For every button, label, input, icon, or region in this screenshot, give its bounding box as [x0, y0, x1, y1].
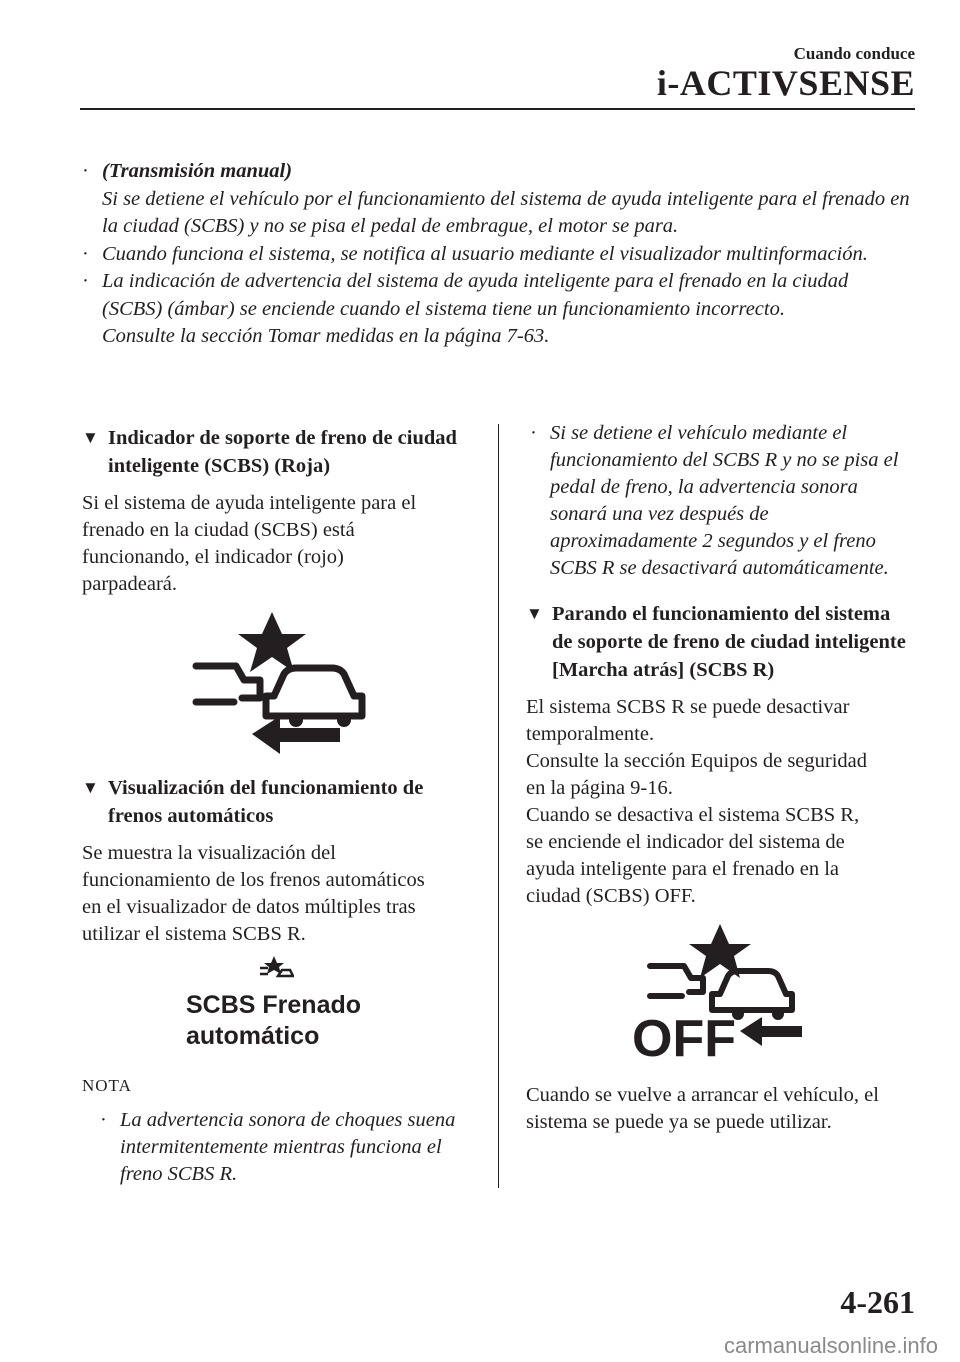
bullet-dot: · [530, 422, 537, 444]
item-title: (Transmisión manual) [102, 160, 293, 182]
triangle-down-icon: ▼ [526, 604, 543, 623]
text-line: frenado en la ciudad (SCBS) está [82, 519, 355, 541]
scbs-off-indicator-icon [628, 916, 808, 1066]
display-message [82, 990, 466, 1052]
top-bullet-list [82, 158, 912, 351]
text-line: Se muestra la visualización del [82, 842, 336, 864]
text-line: se enciende el indicador del sistema de [526, 831, 845, 853]
item-text: La indicación de advertencia del sistema de ayuda inteligente para el frenado en la ciudad (SCBS) (ámbar) se enciende cuando el sistema tiene un funcionamiento incorrecto. [102, 270, 849, 320]
text-line: ayuda inteligente para el frenado en la [526, 858, 840, 880]
item-text: Si se detiene el vehículo por el funcionamiento del sistema de ayuda inteligente para el frenado en la ciudad (SCBS) y no se pisa el pedal de embrague, el motor se para. [102, 187, 910, 237]
text-line: utilizar el sistema SCBS R. [82, 923, 306, 945]
paragraph [526, 694, 910, 910]
left-column [82, 420, 466, 1188]
bullet-dot: · [82, 270, 89, 292]
text-line: Cuando se desactiva el sistema SCBS R, [526, 804, 860, 826]
section-heading [82, 424, 466, 480]
paragraph [82, 840, 466, 948]
text-line: Cuando se vuelve a arrancar el vehículo, el [526, 1084, 879, 1106]
page-number: 4-261 [840, 1284, 915, 1320]
text-line: Si el sistema de ayuda inteligente para el [82, 492, 417, 514]
text-line: en la página 9-16. [526, 777, 673, 799]
heading-text: Indicador de soporte de freno de ciudad inteligente (SCBS) (Roja) [108, 427, 457, 477]
text-line: ciudad (SCBS) OFF. [526, 885, 696, 907]
note-text: La advertencia sonora de choques suena intermitentemente mientras funciona el freno SCBS R. [120, 1109, 456, 1185]
right-column [526, 420, 910, 1142]
chapter-title: i-ACTIVSENSE [656, 63, 915, 103]
item-reference: Consulte la sección Tomar medidas en la página 7-63. [102, 325, 550, 347]
text-line: funcionando, el indicador (rojo) [82, 546, 344, 568]
bullet-dot: · [100, 1109, 107, 1131]
column-divider [498, 424, 499, 1188]
section-heading [82, 774, 466, 830]
text-line: temporalmente. [526, 723, 655, 745]
text-line: sistema se puede ya se puede utilizar. [526, 1111, 832, 1133]
section-title: Cuando conduce [793, 44, 915, 63]
watermark: carmanualsonline.info [723, 1333, 938, 1358]
list-item [82, 241, 912, 269]
scbs-indicator-icon [164, 604, 384, 764]
section-heading [526, 600, 910, 684]
paragraph [82, 490, 466, 598]
text-line: El sistema SCBS R se puede desactivar [526, 696, 850, 718]
item-text: Cuando funciona el sistema, se notifica al usuario mediante el visualizador multinformación. [102, 242, 868, 265]
item-text: Si se detiene el vehículo mediante el funcionamiento del SCBS R y no se pisa el pedal de freno, la advertencia sonora sonará una vez después de aproximadamente 2 segundos y el freno SCBS R se desactivará automáticamente. [550, 422, 899, 579]
triangle-down-icon: ▼ [82, 428, 99, 447]
auto-brake-icon [254, 954, 294, 982]
bullet-dot: · [82, 242, 89, 265]
list-item [82, 268, 912, 351]
text-line: parpadeará. [82, 573, 178, 595]
list-item [82, 158, 912, 241]
heading-text: Parando el funcionamiento del sistema de soporte de freno de ciudad inteligente [Marcha atrás] (SCBS R) [552, 603, 906, 681]
off-label: OFF [632, 1010, 736, 1066]
text-line: en el visualizador de datos múltiples tras [82, 896, 416, 918]
list-item [526, 420, 910, 582]
display-line: automático [186, 1022, 320, 1050]
bullet-dot: · [82, 160, 89, 182]
text-line: Consulte la sección Equipos de seguridad [526, 750, 868, 772]
heading-text: Visualización del funcionamiento de frenos automáticos [108, 777, 424, 827]
paragraph [526, 1082, 910, 1136]
note-label: NOTA [82, 1076, 132, 1095]
text-line: funcionamiento de los frenos automáticos [82, 869, 425, 891]
header-rule [80, 108, 915, 110]
display-line: SCBS Frenado [186, 991, 362, 1019]
triangle-down-icon: ▼ [82, 778, 99, 797]
note-item [82, 1107, 466, 1188]
